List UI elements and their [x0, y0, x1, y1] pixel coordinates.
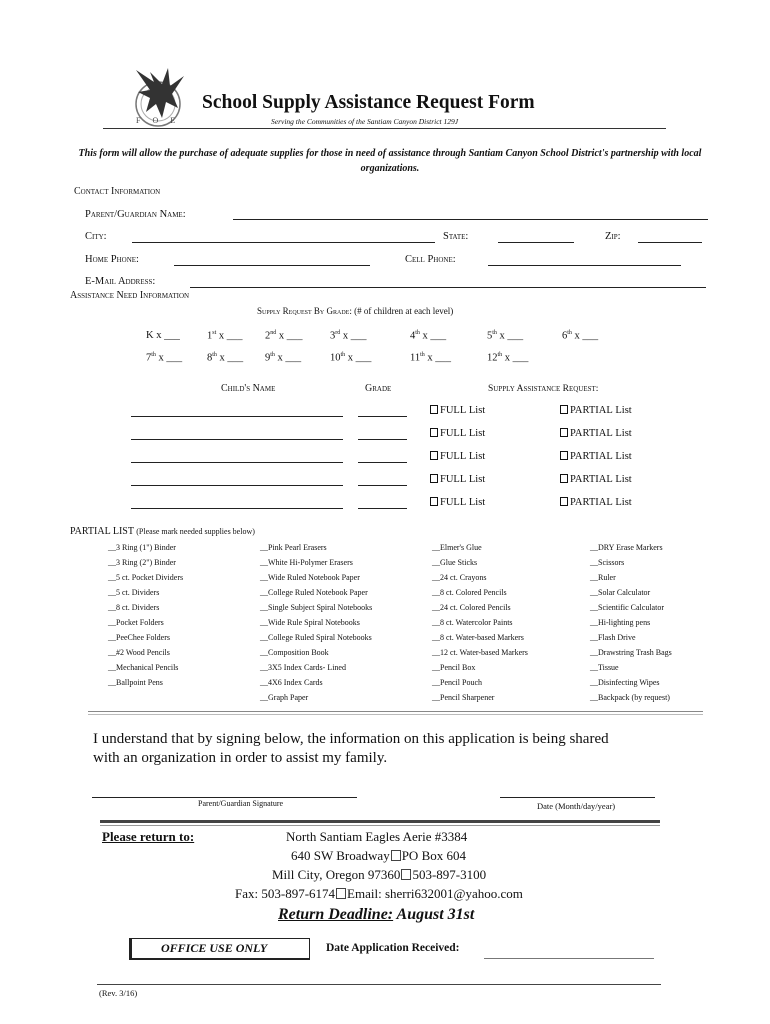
grade-suffix: x ___	[274, 352, 302, 364]
supply-item[interactable]: __Ballpoint Pens	[108, 678, 163, 687]
grade-num: 7	[146, 352, 152, 364]
divider	[97, 984, 661, 985]
full-label: FULL	[440, 497, 467, 508]
grade-heading-text: Supply Request By Grade:	[257, 306, 352, 316]
grade-num: 11	[410, 352, 421, 364]
full-label: FULL	[440, 405, 467, 416]
grade-num: 6	[562, 330, 568, 342]
divider	[100, 825, 660, 826]
grade-sup: th	[151, 352, 156, 358]
grade-sup: th	[567, 330, 572, 336]
deadline-date: August 31st	[396, 906, 475, 923]
list-word: List	[468, 474, 486, 485]
supply-item[interactable]: __Graph Paper	[260, 693, 309, 702]
supply-item[interactable]: __Wide Ruled Notebook Paper	[260, 573, 360, 582]
partial-col-3	[432, 540, 528, 705]
grade-9[interactable]	[265, 352, 301, 364]
checkbox-icon	[560, 451, 568, 460]
child-name-field[interactable]	[131, 416, 343, 417]
consent-line-1: I understand that by signing below, the information on this application is being shared	[93, 731, 609, 747]
request-header: Supply Assistance Request:	[488, 384, 599, 394]
city-field[interactable]	[132, 242, 435, 243]
grade-sup: th	[340, 352, 346, 358]
checkbox-icon	[560, 497, 568, 506]
partial-label: PARTIAL	[570, 474, 613, 485]
grade-sup: th	[270, 352, 275, 358]
supply-item[interactable]: __Mechanical Pencils	[108, 663, 179, 672]
grade-sup: nd	[270, 330, 277, 336]
partial-list-checkbox[interactable]	[560, 474, 632, 485]
supply-item[interactable]: __8 ct. Watercolor Paints	[432, 618, 513, 627]
fax-number: Fax: 503-897-6174	[235, 886, 336, 901]
assistance-heading: Assistance Need Information	[70, 290, 190, 301]
list-word: List	[615, 428, 632, 439]
grade-sup: st	[212, 330, 217, 336]
supply-item[interactable]: __12 ct. Water-based Markers	[432, 648, 528, 657]
child-name-field[interactable]	[131, 485, 343, 486]
list-word: List	[615, 451, 632, 462]
supply-item[interactable]: __8 ct. Water-based Markers	[432, 633, 524, 642]
grade-suffix: x ___	[502, 352, 529, 364]
supply-item[interactable]: __Glue Sticks	[432, 558, 478, 567]
divider	[88, 711, 703, 712]
partial-label: PARTIAL	[570, 428, 613, 439]
signature-label: Parent/Guardian Signature	[198, 799, 284, 808]
supply-item[interactable]: __Single Subject Spiral Notebooks	[260, 603, 373, 612]
contact-heading: Contact Information	[74, 186, 161, 197]
street-address: 640 SW Broadway	[291, 848, 390, 863]
child-name-header: Child's Name	[221, 383, 276, 394]
cell-phone-field[interactable]	[488, 265, 681, 266]
supply-item[interactable]: __3 Ring (2") Binder	[108, 558, 176, 567]
grade-suffix: x ___	[424, 352, 452, 364]
checkbox-icon	[430, 451, 438, 460]
grade-suffix: x ___	[496, 330, 524, 342]
city-label: City:	[85, 231, 107, 242]
grade-num: 12	[487, 352, 498, 364]
subtitle: Serving the Communities of the Santiam Canyon District 129J	[268, 117, 461, 126]
cell-phone-label: Cell Phone:	[405, 254, 456, 265]
child-name-field[interactable]	[131, 508, 343, 509]
list-word: List	[468, 497, 486, 508]
list-word: List	[468, 428, 486, 439]
partial-list-checkbox[interactable]	[560, 428, 632, 439]
grade-num: 9	[265, 352, 271, 364]
placeholder-box-icon	[401, 869, 411, 880]
list-word: List	[615, 474, 632, 485]
grade-suffix: x ___	[216, 330, 243, 342]
po-box: PO Box 604	[401, 848, 466, 863]
grade-suffix: x ___	[571, 330, 599, 342]
partial-list-note: (Please mark needed supplies below)	[136, 527, 255, 536]
grade-11[interactable]	[410, 352, 451, 364]
grade-sup: th	[420, 352, 425, 358]
child-name-field[interactable]	[131, 439, 343, 440]
return-contact	[235, 886, 523, 902]
supply-item[interactable]: __Drawstring Trash Bags	[590, 648, 672, 657]
eagle-logo	[128, 62, 190, 132]
partial-label: PARTIAL	[570, 497, 613, 508]
child-grade-field[interactable]	[358, 416, 407, 417]
grade-4[interactable]	[410, 330, 446, 342]
full-label: FULL	[440, 428, 467, 439]
phone-number: 503-897-3100	[412, 867, 487, 882]
grade-suffix: x ___	[155, 352, 183, 364]
supply-item[interactable]: __Solar Calculator	[590, 588, 651, 597]
grade-num: 10	[330, 352, 341, 364]
supply-item[interactable]: __4X6 Index Cards	[260, 678, 323, 687]
grade-num: 3	[330, 330, 336, 342]
supply-item[interactable]: __Pencil Box	[432, 663, 476, 672]
return-label: Please return to:	[102, 829, 195, 844]
grade-suffix: x ___	[216, 352, 244, 364]
supply-item[interactable]: __24 ct. Colored Pencils	[432, 603, 511, 612]
list-word: List	[468, 451, 486, 462]
partial-label: PARTIAL	[570, 451, 613, 462]
supply-item[interactable]: __Backpack (by request)	[590, 693, 670, 702]
partial-col-4	[590, 540, 672, 705]
zip-field[interactable]	[638, 242, 702, 243]
full-label: FULL	[440, 474, 467, 485]
grade-num: 4	[410, 330, 416, 342]
checkbox-icon	[560, 474, 568, 483]
supply-item[interactable]: __Hi-lighting pens	[590, 618, 651, 627]
grade-7[interactable]	[146, 352, 182, 364]
grade-6[interactable]	[562, 330, 598, 342]
signature-field[interactable]	[92, 797, 357, 798]
full-list-checkbox[interactable]	[430, 428, 485, 439]
list-word: List	[468, 405, 486, 416]
supply-item[interactable]: __8 ct. Colored Pencils	[432, 588, 507, 597]
grade-k-text: K x ___	[146, 330, 180, 341]
grade-suffix: x ___	[276, 330, 303, 342]
partial-list-title: PARTIAL LIST	[70, 526, 134, 537]
consent-line-2: with an organization in order to assist my family.	[93, 750, 388, 766]
grade-sup: th	[497, 352, 503, 358]
date-received-field[interactable]	[484, 958, 654, 959]
date-field[interactable]	[500, 797, 655, 798]
supply-item[interactable]: __PeeChee Folders	[108, 633, 170, 642]
partial-list-heading	[70, 526, 255, 537]
divider	[100, 820, 660, 823]
logo-letters: F O E	[136, 116, 181, 125]
date-received-label: Date Application Received:	[326, 942, 460, 954]
supply-item[interactable]: __College Ruled Notebook Paper	[260, 588, 368, 597]
supply-item[interactable]: __#2 Wood Pencils	[108, 648, 170, 657]
return-addr1	[291, 848, 466, 864]
page-title: School Supply Assistance Request Form	[202, 92, 535, 113]
checkbox-icon	[560, 405, 568, 414]
supply-item[interactable]: __DRY Erase Markers	[590, 543, 663, 552]
supply-item[interactable]: __Scissors	[590, 558, 625, 567]
state-field[interactable]	[498, 242, 574, 243]
supply-item[interactable]: __5 ct. Pocket Dividers	[108, 573, 184, 582]
full-list-checkbox[interactable]	[430, 451, 485, 462]
checkbox-icon	[430, 405, 438, 414]
supply-item[interactable]: __College Ruled Spiral Notebooks	[260, 633, 372, 642]
list-word: List	[615, 497, 632, 508]
home-phone-label: Home Phone:	[85, 254, 139, 265]
placeholder-box-icon	[336, 888, 346, 899]
grade-10[interactable]	[330, 352, 371, 364]
full-label: FULL	[440, 451, 467, 462]
child-name-field[interactable]	[131, 462, 343, 463]
grade-num: 1	[207, 330, 213, 342]
intro-text	[60, 146, 720, 176]
supply-item[interactable]: __Flash Drive	[590, 633, 636, 642]
full-list-checkbox[interactable]	[430, 474, 485, 485]
supply-item[interactable]: __Pink Pearl Erasers	[260, 543, 327, 552]
return-addr2	[272, 867, 486, 883]
supply-item[interactable]: __Pencil Sharpener	[432, 693, 495, 702]
grade-num: 2	[265, 330, 271, 342]
state-label: State:	[443, 231, 469, 242]
home-phone-field[interactable]	[174, 265, 370, 266]
return-org: North Santiam Eagles Aerie #3384	[286, 829, 468, 844]
partial-col-1	[108, 540, 183, 690]
child-grade-field[interactable]	[358, 462, 407, 463]
grade-2[interactable]	[265, 330, 303, 342]
parent-name-field[interactable]	[233, 219, 708, 220]
partial-list-checkbox[interactable]	[560, 405, 632, 416]
supply-item[interactable]: __24 ct. Crayons	[432, 573, 487, 582]
supply-item[interactable]: __Pencil Pouch	[432, 678, 482, 687]
supply-item[interactable]: __Ruler	[590, 573, 616, 582]
grade-sup: th	[415, 330, 420, 336]
grade-suffix: x ___	[419, 330, 447, 342]
grade-3[interactable]	[330, 330, 367, 342]
checkbox-icon	[430, 428, 438, 437]
partial-list-checkbox[interactable]	[560, 451, 632, 462]
city-zip: Mill City, Oregon 97360	[272, 867, 401, 882]
grade-8[interactable]	[207, 352, 243, 364]
grade-suffix: x ___	[340, 330, 367, 342]
supply-item[interactable]: __3X5 Index Cards- Lined	[260, 663, 346, 672]
grade-1[interactable]	[207, 330, 243, 342]
list-word: List	[615, 405, 632, 416]
placeholder-box-icon	[391, 850, 401, 861]
supply-item[interactable]: __8 ct. Dividers	[108, 603, 160, 612]
supply-item[interactable]: __Disinfecting Wipes	[590, 678, 660, 687]
zip-label: Zip:	[605, 231, 621, 242]
grade-sup: th	[492, 330, 497, 336]
grade-5[interactable]	[487, 330, 523, 342]
revision-note: (Rev. 3/16)	[99, 988, 138, 998]
grade-num: 5	[487, 330, 493, 342]
supply-item[interactable]: __Pocket Folders	[108, 618, 164, 627]
email-label: E-Mail Address:	[85, 276, 156, 287]
grade-12[interactable]	[487, 352, 528, 364]
checkbox-icon	[430, 497, 438, 506]
partial-col-2	[260, 540, 372, 705]
return-deadline	[278, 906, 474, 924]
supply-item[interactable]: __Composition Book	[260, 648, 329, 657]
intro-text-content: This form will allow the purchase of adequate supplies for those in need of assistance through Santiam Canyon School District's partnership with local organizations.	[78, 148, 702, 174]
supply-item[interactable]: __Wide Rule Spiral Notebooks	[260, 618, 360, 627]
child-grade-field[interactable]	[358, 439, 407, 440]
grade-suffix: x ___	[345, 352, 372, 364]
child-grade-field[interactable]	[358, 485, 407, 486]
supply-item[interactable]: __Tissue	[590, 663, 619, 672]
email-field[interactable]	[190, 287, 706, 288]
checkbox-icon	[430, 474, 438, 483]
partial-list-checkbox[interactable]	[560, 497, 632, 508]
full-list-checkbox[interactable]	[430, 405, 485, 416]
divider	[88, 714, 703, 715]
deadline-label: Return Deadline:	[278, 906, 394, 923]
grade-num: 8	[207, 352, 213, 364]
grade-k[interactable]	[146, 330, 180, 341]
supply-item[interactable]: __3 Ring (1") Binder	[108, 543, 176, 552]
grade-sup: th	[212, 352, 217, 358]
grade-note: (# of children at each level)	[354, 306, 454, 316]
supply-item[interactable]: __Elmer's Glue	[432, 543, 482, 552]
office-use-label: OFFICE USE ONLY	[161, 941, 268, 955]
grade-heading	[257, 306, 453, 316]
email-address: Email: sherri632001@yahoo.com	[347, 886, 523, 901]
full-list-checkbox[interactable]	[430, 497, 485, 508]
child-grade-field[interactable]	[358, 508, 407, 509]
supply-item[interactable]: __5 ct. Dividers	[108, 588, 160, 597]
date-label: Date (Month/day/year)	[537, 801, 616, 811]
grade-sup: rd	[335, 330, 341, 336]
parent-name-label: Parent/Guardian Name:	[85, 209, 186, 220]
supply-item[interactable]: __White Hi-Polymer Erasers	[260, 558, 353, 567]
checkbox-icon	[560, 428, 568, 437]
partial-label: PARTIAL	[570, 405, 613, 416]
grade-header: Grade	[365, 383, 392, 394]
supply-item[interactable]: __Scientific Calculator	[590, 603, 664, 612]
